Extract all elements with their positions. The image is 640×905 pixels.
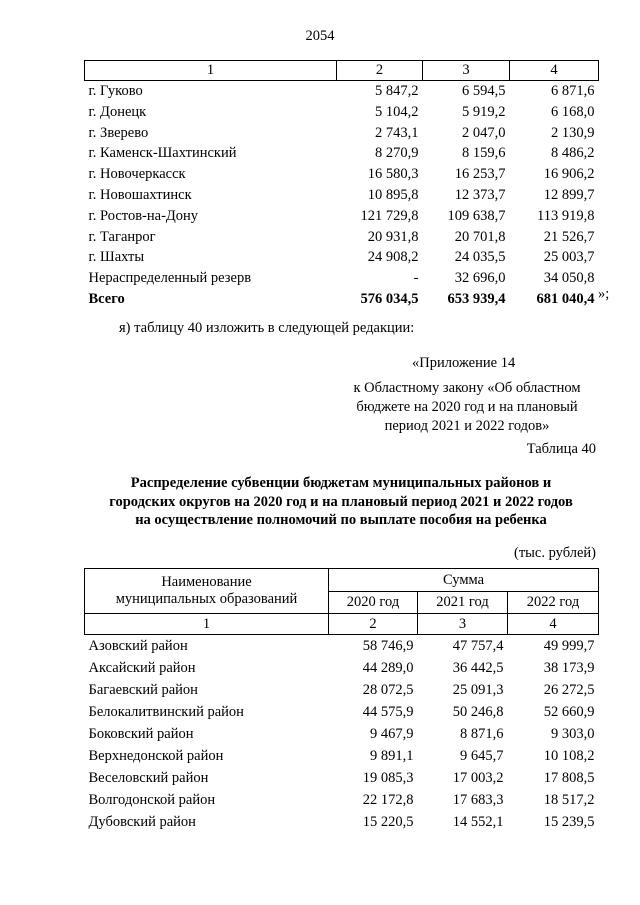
total-2020: 576 034,5 — [360, 290, 419, 307]
year-header: 2022 год — [508, 592, 599, 614]
value-2021: 20 701,8 — [454, 228, 506, 245]
table-row — [85, 679, 599, 701]
table-row — [85, 811, 599, 833]
value-2021: 14 552,1 — [452, 814, 504, 830]
page-number: 2054 — [305, 28, 335, 44]
value-2022: 38 173,9 — [543, 660, 595, 676]
column-number: 3 — [418, 614, 508, 635]
table-row — [85, 206, 599, 227]
value-2020: 8 270,9 — [375, 145, 419, 162]
value-2020: 2 743,1 — [375, 124, 419, 141]
value-2022: 49 999,7 — [543, 638, 595, 654]
value-2022: 113 919,8 — [537, 207, 595, 224]
table-row — [85, 185, 599, 206]
value-2022: 52 660,9 — [543, 704, 595, 720]
value-2020: 16 580,3 — [367, 166, 419, 183]
value-2020: 19 085,3 — [362, 770, 414, 786]
value-2021: 9 645,7 — [460, 748, 504, 764]
value-2022: 9 303,0 — [551, 726, 595, 742]
municipality-name: Дубовский район — [88, 814, 196, 830]
name-header-line: муниципальных образований — [115, 591, 298, 607]
column-number: 4 — [508, 614, 599, 635]
column-number: 1 — [85, 61, 337, 81]
value-2022: 12 899,7 — [543, 186, 595, 203]
value-2020: 9 467,9 — [370, 726, 414, 742]
table-row — [85, 701, 599, 723]
table-label: Таблица 40 — [526, 441, 596, 457]
municipality-name: г. Новошахтинск — [88, 186, 192, 203]
subvention-table — [84, 568, 599, 833]
value-2020: 9 891,1 — [370, 748, 414, 764]
value-2021: 25 091,3 — [452, 682, 504, 698]
value-2021: 36 442,5 — [452, 660, 504, 676]
value-2022: 17 808,5 — [543, 770, 595, 786]
value-2020: 10 895,8 — [367, 186, 419, 203]
appendix-line: период 2021 и 2022 годов» — [384, 418, 550, 434]
appendix-line: бюджете на 2020 год и на плановый — [356, 399, 578, 415]
value-2020: 5 847,2 — [375, 83, 419, 99]
heading-line: на осуществление полномочий по выплате пособия на ребенка — [135, 512, 547, 528]
value-2021: 12 373,7 — [454, 186, 506, 203]
column-number: 4 — [510, 61, 599, 81]
units-label: (тыс. рублей) — [514, 545, 596, 561]
table-row — [85, 102, 599, 123]
value-2020: 15 220,5 — [362, 814, 414, 830]
value-2020: 121 729,8 — [360, 207, 419, 224]
table-row — [85, 143, 599, 164]
table-row — [85, 227, 599, 248]
closing-quote: »; — [598, 286, 610, 302]
value-2020: 22 172,8 — [362, 792, 414, 808]
municipality-name: Боковский район — [88, 726, 194, 742]
value-2021: 47 757,4 — [452, 638, 504, 654]
total-2021: 653 939,4 — [447, 290, 506, 307]
value-2021: 2 047,0 — [462, 124, 506, 141]
value-2020: 28 072,5 — [362, 682, 414, 698]
value-2022: 21 526,7 — [543, 228, 595, 245]
table-row — [85, 745, 599, 767]
table-row — [85, 123, 599, 144]
table-row — [85, 789, 599, 811]
header-row — [85, 569, 599, 592]
value-2022: 18 517,2 — [543, 792, 595, 808]
value-2020: 44 575,9 — [362, 704, 414, 720]
appendix-line: к Областному закону «Об областном — [353, 380, 581, 396]
table-row — [85, 81, 599, 102]
name-header-line: Наименование — [161, 574, 252, 590]
value-2021: 16 253,7 — [454, 166, 506, 183]
value-2021: 8 871,6 — [460, 726, 504, 742]
column-number: 1 — [85, 614, 329, 635]
municipality-name: Веселовский район — [88, 770, 209, 786]
table-heading — [84, 474, 598, 530]
value-2021: 32 696,0 — [454, 270, 506, 287]
municipality-name: Волгодонской район — [88, 792, 216, 808]
value-2021: 5 919,2 — [462, 103, 506, 120]
column-number-header — [85, 614, 599, 635]
value-2021: 17 003,2 — [452, 770, 504, 786]
column-number: 2 — [329, 614, 418, 635]
value-2021: 8 159,6 — [462, 145, 506, 162]
municipality-name: г. Донецк — [88, 103, 147, 120]
value-2022: 8 486,2 — [551, 145, 595, 162]
column-number-header — [85, 61, 599, 81]
value-2020: - — [413, 270, 419, 287]
table-row — [85, 268, 599, 289]
sum-header: Сумма — [329, 569, 599, 592]
table-row — [85, 767, 599, 789]
name-column-header — [85, 569, 329, 614]
municipality-name: г. Ростов-на-Дону — [88, 207, 199, 224]
value-2020: 44 289,0 — [362, 660, 414, 676]
municipality-name: г. Шахты — [88, 249, 145, 266]
heading-line: городских округов на 2020 год и на плановый период 2021 и 2022 годов — [109, 493, 573, 510]
value-2021: 6 594,5 — [462, 83, 506, 99]
table-row — [85, 723, 599, 745]
column-number: 2 — [337, 61, 423, 81]
municipality-name: г. Таганрог — [88, 228, 156, 245]
municipality-name: Белокалитвинский район — [88, 704, 244, 720]
appendix-title: «Приложение 14 — [412, 355, 516, 371]
total-label: Всего — [88, 290, 125, 307]
value-2021: 109 638,7 — [447, 207, 506, 224]
table-row — [85, 657, 599, 679]
column-number: 3 — [423, 61, 510, 81]
value-2022: 25 003,7 — [543, 249, 595, 266]
table-row — [85, 164, 599, 185]
value-2022: 34 050,8 — [543, 270, 595, 287]
value-2022: 26 272,5 — [543, 682, 595, 698]
municipality-name: г. Новочеркасск — [88, 166, 186, 183]
total-2022: 681 040,4 — [536, 290, 595, 307]
table-row — [85, 247, 599, 268]
year-header: 2020 год — [329, 592, 418, 614]
municipality-name: Аксайский район — [88, 660, 196, 676]
value-2022: 2 130,9 — [551, 124, 595, 141]
year-header: 2021 год — [418, 592, 508, 614]
value-2022: 6 168,0 — [551, 103, 595, 120]
municipality-name: Нераспределенный резерв — [88, 270, 252, 287]
table-row — [85, 635, 599, 658]
value-2022: 10 108,2 — [543, 748, 595, 764]
continuation-table — [84, 60, 599, 310]
value-2022: 6 871,6 — [551, 83, 595, 99]
municipality-name: Азовский район — [88, 638, 188, 654]
value-2022: 15 239,5 — [543, 814, 595, 830]
value-2022: 16 906,2 — [543, 166, 595, 183]
value-2020: 58 746,9 — [362, 638, 414, 654]
municipality-name: Багаевский район — [88, 682, 198, 698]
municipality-name: г. Гуково — [88, 83, 143, 99]
heading-line: Распределение субвенции бюджетам муниципальных районов и — [130, 475, 552, 491]
value-2021: 24 035,5 — [454, 249, 506, 266]
value-2020: 5 104,2 — [375, 103, 419, 120]
total-row — [85, 289, 599, 310]
value-2020: 24 908,2 — [367, 249, 419, 266]
amendment-instruction: я) таблицу 40 изложить в следующей редакции: — [119, 320, 415, 336]
value-2020: 20 931,8 — [367, 228, 419, 245]
value-2021: 17 683,3 — [452, 792, 504, 808]
value-2021: 50 246,8 — [452, 704, 504, 720]
municipality-name: Верхнедонской район — [88, 748, 224, 764]
municipality-name: г. Каменск-Шахтинский — [88, 145, 237, 162]
municipality-name: г. Зверево — [88, 124, 149, 141]
